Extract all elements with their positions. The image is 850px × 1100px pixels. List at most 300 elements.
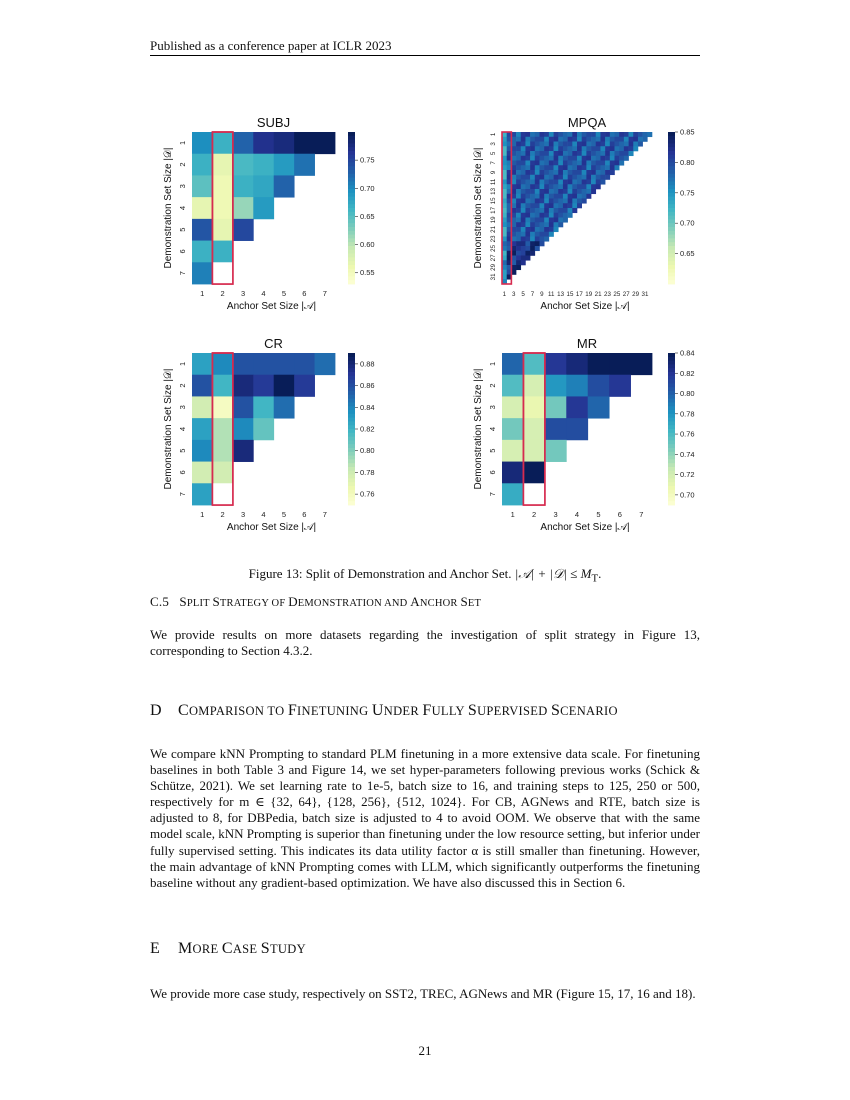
colorbar-segment: [668, 402, 675, 406]
heatmap-cell: [586, 189, 591, 194]
heatmap-cell: [549, 142, 554, 147]
heatmap-cell: [530, 165, 535, 170]
heatmap-cell: [566, 375, 588, 397]
heatmap-cell: [568, 180, 573, 185]
y-tick-label: 4: [178, 426, 187, 432]
colorbar-tick-label: 0.55: [360, 268, 375, 278]
x-tick-label: 1: [200, 510, 205, 519]
heatmap-cell: [502, 483, 524, 505]
heatmap-cell: [615, 151, 620, 156]
heatmap-cell: [572, 180, 577, 185]
heatmap-cell: [274, 353, 295, 375]
heatmap-cell: [586, 161, 591, 166]
colorbar-segment: [668, 486, 675, 490]
heatmap-cell: [605, 175, 610, 180]
colorbar-segment: [348, 231, 355, 235]
colorbar-segment: [668, 143, 675, 147]
y-tick-label: 11: [490, 178, 497, 186]
colorbar-segment: [668, 364, 675, 368]
colorbar-segment: [668, 147, 675, 151]
heatmap-cell: [253, 375, 274, 397]
colorbar-segment: [668, 231, 675, 235]
x-tick-label: 29: [632, 291, 640, 298]
heatmap-cell: [294, 154, 315, 176]
colorbar-tick-label: 0.86: [360, 381, 375, 391]
colorbar-segment: [348, 482, 355, 486]
heatmap-cell: [549, 151, 554, 156]
heatmap-cell: [535, 161, 540, 166]
heatmap-cell: [530, 161, 535, 166]
heatmap-cell: [563, 208, 568, 213]
heatmap-cell: [610, 132, 615, 137]
heatmap-cell: [586, 156, 591, 161]
panel-title: MPQA: [567, 115, 607, 130]
colorbar-segment: [668, 429, 675, 433]
heatmap-cell: [563, 175, 568, 180]
colorbar-segment: [348, 391, 355, 395]
colorbar-segment: [668, 475, 675, 479]
heatmap-cell: [540, 165, 545, 170]
y-axis-label: Demonstration Set Size |𝒟|: [163, 368, 174, 490]
section-heading-d: D COMPARISON TO FINETUNING UNDER FULLY SUPERVISED SCENARIO: [150, 702, 618, 719]
colorbar-segment: [348, 276, 355, 280]
heatmap-cell: [540, 151, 545, 156]
heatmap-cell: [253, 197, 274, 219]
heatmap-cell: [549, 146, 554, 151]
heatmap-cell: [549, 232, 554, 237]
heatmap-cell: [558, 132, 563, 137]
colorbar-segment: [668, 185, 675, 189]
heatmap-cell: [572, 189, 577, 194]
heatmap-cell: [535, 213, 540, 218]
heatmap-cell: [544, 151, 549, 156]
colorbar-segment: [668, 212, 675, 216]
heatmap-cell: [596, 146, 601, 151]
heatmap-cell: [596, 137, 601, 142]
colorbar-tick-label: 0.80: [680, 157, 695, 167]
colorbar-segment: [668, 246, 675, 250]
heatmap-cell: [530, 213, 535, 218]
heatmap-cell: [633, 132, 638, 137]
heatmap-cell: [525, 222, 530, 227]
heatmap-cell: [633, 142, 638, 147]
heatmap-cell: [525, 170, 530, 175]
colorbar-segment: [668, 448, 675, 452]
heatmap-cell: [530, 142, 535, 147]
y-tick-label: 29: [490, 263, 497, 271]
colorbar-segment: [668, 132, 675, 136]
heatmap-cell: [540, 156, 545, 161]
y-tick-label: 7: [178, 271, 187, 276]
colorbar-segment: [668, 181, 675, 185]
heatmap-cell: [525, 161, 530, 166]
heatmap-cell: [516, 218, 521, 223]
x-tick-label: 13: [557, 291, 565, 298]
y-tick-label: 15: [490, 197, 497, 205]
colorbar-segment: [348, 162, 355, 166]
heatmap-cell: [605, 151, 610, 156]
heatmap-cell: [502, 462, 524, 484]
colorbar-segment: [348, 219, 355, 223]
heatmap-cell: [591, 146, 596, 151]
heatmap-cell: [530, 156, 535, 161]
colorbar-segment: [668, 437, 675, 441]
colorbar-segment: [348, 223, 355, 227]
heatmap-cell: [521, 189, 526, 194]
heatmap-cell: [572, 146, 577, 151]
heatmap-cell: [577, 180, 582, 185]
heatmap-cell: [610, 137, 615, 142]
colorbar-segment: [668, 219, 675, 223]
colorbar-segment: [668, 361, 675, 365]
heatmap-cell: [549, 175, 554, 180]
heatmap-cell: [212, 440, 233, 462]
heatmap-cell: [577, 194, 582, 199]
colorbar-segment: [668, 410, 675, 414]
heatmap-cell: [540, 175, 545, 180]
colorbar-segment: [668, 166, 675, 170]
heatmap-cell: [596, 170, 601, 175]
heatmap-cell: [516, 208, 521, 213]
y-tick-label: 27: [490, 254, 497, 262]
x-tick-label: 5: [281, 510, 287, 519]
heatmap-cell: [544, 189, 549, 194]
colorbar-segment: [348, 261, 355, 265]
heatmap-cell: [619, 137, 624, 142]
colorbar-segment: [348, 273, 355, 277]
colorbar-segment: [348, 242, 355, 246]
heatmap-cell: [540, 184, 545, 189]
colorbar-segment: [348, 463, 355, 467]
colorbar-tick-label: 0.82: [680, 368, 695, 378]
heatmap-cell: [253, 353, 274, 375]
y-tick-label: 25: [490, 244, 497, 252]
heatmap-cell: [554, 180, 559, 185]
colorbar-segment: [348, 452, 355, 456]
heatmap-cell: [525, 189, 530, 194]
colorbar-segment: [668, 238, 675, 242]
colorbar-segment: [668, 273, 675, 277]
colorbar-segment: [348, 456, 355, 460]
y-axis-label: Demonstration Set Size |𝒟|: [473, 147, 484, 269]
x-tick-label: 17: [575, 291, 583, 298]
heatmap-cell: [549, 165, 554, 170]
heatmap-cell: [274, 396, 295, 418]
heatmap-cell: [631, 353, 653, 375]
heatmap-cell: [558, 151, 563, 156]
heatmap-cell: [523, 440, 545, 462]
heatmap-cell: [516, 170, 521, 175]
heatmap-cell: [563, 203, 568, 208]
heatmap-cell: [582, 156, 587, 161]
heatmap-cell: [582, 184, 587, 189]
heatmap-cell: [544, 132, 549, 137]
colorbar-segment: [668, 254, 675, 258]
heatmap-cell: [619, 142, 624, 147]
colorbar-segment: [348, 494, 355, 498]
heatmap-cell: [525, 227, 530, 232]
colorbar-segment: [668, 372, 675, 376]
heatmap-cell: [525, 241, 530, 246]
heatmap-cell: [572, 142, 577, 147]
colorbar-segment: [668, 391, 675, 395]
colorbar-tick-label: 0.70: [680, 218, 695, 228]
colorbar-segment: [668, 368, 675, 372]
heatmap-cell: [586, 132, 591, 137]
heatmap-cell: [624, 132, 629, 137]
heatmap-cell: [535, 156, 540, 161]
heatmap-cell: [530, 251, 535, 256]
y-tick-label: 6: [178, 249, 187, 254]
heatmap-cell: [615, 146, 620, 151]
x-tick-label: 4: [261, 289, 266, 298]
colorbar-segment: [348, 140, 355, 144]
y-tick-label: 17: [490, 206, 497, 214]
heatmap-cell: [554, 151, 559, 156]
y-tick-label: 7: [490, 161, 497, 165]
colorbar-segment: [348, 361, 355, 365]
heatmap-cell: [502, 375, 524, 397]
page-number: 21: [418, 1043, 432, 1058]
heatmap-cell: [544, 232, 549, 237]
heatmap-cell: [568, 203, 573, 208]
x-tick-label: 3: [553, 510, 558, 519]
colorbar-tick-label: 0.75: [680, 188, 695, 198]
heatmap-cell: [563, 142, 568, 147]
y-tick-label: 1: [490, 132, 497, 137]
colorbar-segment: [348, 280, 355, 284]
heatmap-cell: [540, 227, 545, 232]
colorbar-tick-label: 0.84: [680, 348, 695, 358]
colorbar-segment: [348, 132, 355, 136]
y-tick-label: 21: [490, 225, 497, 233]
y-tick-label: 3: [178, 184, 187, 189]
heatmap-cell: [582, 165, 587, 170]
heatmap-cell: [521, 251, 526, 256]
colorbar-segment: [668, 265, 675, 269]
colorbar-segment: [348, 471, 355, 475]
heatmap-cell: [624, 142, 629, 147]
heatmap-cell: [212, 219, 233, 241]
colorbar-segment: [668, 482, 675, 486]
y-tick-label: 3: [488, 405, 497, 410]
y-tick-label: 19: [490, 216, 497, 224]
x-tick-label: 19: [585, 291, 593, 298]
heatmap-cell: [530, 137, 535, 142]
y-tick-label: 31: [490, 273, 497, 281]
heatmap-cell: [535, 142, 540, 147]
x-tick-label: 4: [261, 510, 266, 519]
heatmap-cell: [530, 180, 535, 185]
heatmap-cell: [540, 137, 545, 142]
heatmap-cell: [615, 132, 620, 137]
heatmap-cell: [535, 199, 540, 204]
heatmap-cell: [502, 396, 524, 418]
heatmap-cell: [572, 194, 577, 199]
colorbar-segment: [668, 471, 675, 475]
heatmap-cell: [554, 213, 559, 218]
heatmap-cell: [558, 161, 563, 166]
heatmap-cell: [582, 180, 587, 185]
heatmap-cell: [525, 237, 530, 242]
colorbar-tick-label: 0.78: [360, 467, 375, 477]
colorbar-segment: [348, 185, 355, 189]
heatmap-cell: [549, 132, 554, 137]
colorbar-segment: [348, 235, 355, 239]
heatmap-cell: [233, 132, 254, 154]
heatmap-cell: [525, 165, 530, 170]
y-tick-label: 5: [178, 227, 187, 232]
heatmap-cell: [535, 227, 540, 232]
heatmap-cell: [525, 156, 530, 161]
heatmap-cell: [212, 396, 233, 418]
colorbar-segment: [668, 387, 675, 391]
heatmap-cell: [558, 203, 563, 208]
heatmap-cell: [563, 161, 568, 166]
heatmap-cell: [544, 142, 549, 147]
heatmap-cell: [212, 462, 233, 484]
heatmap-cell: [516, 137, 521, 142]
heatmap-cell: [554, 227, 559, 232]
x-tick-label: 7: [639, 510, 644, 519]
heatmap-cell: [315, 353, 336, 375]
heatmap-cell: [572, 184, 577, 189]
heatmap-cell: [535, 151, 540, 156]
colorbar-segment: [668, 490, 675, 494]
heatmap-cell: [540, 142, 545, 147]
x-tick-label: 2: [220, 289, 225, 298]
heatmap-cell: [643, 132, 648, 137]
colorbar-tick-label: 0.75: [360, 155, 375, 165]
heatmap-cell: [544, 161, 549, 166]
heatmap-cell: [516, 260, 521, 265]
heatmap-cell: [619, 151, 624, 156]
heatmap-cell: [516, 151, 521, 156]
colorbar-segment: [668, 208, 675, 212]
heatmap-cell: [572, 175, 577, 180]
heatmap-cell: [521, 137, 526, 142]
heatmap-cell: [521, 194, 526, 199]
heatmap-cell: [525, 251, 530, 256]
heatmap-cell: [563, 184, 568, 189]
heatmap-cell: [233, 353, 254, 375]
heatmap-cell: [600, 180, 605, 185]
heatmap-cell: [558, 184, 563, 189]
heatmap-cell: [545, 353, 567, 375]
heatmap-cell: [274, 375, 295, 397]
heatmap-cell: [521, 256, 526, 261]
section-heading-e: E MORE CASE STUDY: [150, 940, 306, 957]
heatmap-cell: [516, 180, 521, 185]
heatmap-cell: [582, 137, 587, 142]
heatmap-cell: [530, 132, 535, 137]
heatmap-cell: [610, 165, 615, 170]
heatmap-cell: [554, 165, 559, 170]
heatmap-cell: [596, 165, 601, 170]
heatmap-cell: [516, 165, 521, 170]
heatmap-cell: [549, 161, 554, 166]
colorbar-segment: [668, 501, 675, 505]
y-tick-label: 13: [490, 187, 497, 195]
heatmap-cell: [624, 151, 629, 156]
heatmap-cell: [600, 161, 605, 166]
heatmap-cell: [549, 189, 554, 194]
heatmap-cell: [563, 170, 568, 175]
heatmap-cell: [577, 170, 582, 175]
heatmap-cell: [554, 137, 559, 142]
heatmap-cell: [523, 418, 545, 440]
heatmap-cell: [558, 194, 563, 199]
heatmap-cell: [558, 165, 563, 170]
heatmap-cell: [192, 462, 213, 484]
colorbar-segment: [668, 261, 675, 265]
colorbar-segment: [348, 467, 355, 471]
heatmap-cell: [568, 156, 573, 161]
colorbar-segment: [668, 406, 675, 410]
y-tick-label: 6: [488, 470, 497, 475]
heatmap-cell: [521, 165, 526, 170]
colorbar-segment: [348, 265, 355, 269]
empty-cell: [523, 483, 544, 505]
heatmap-cell: [586, 175, 591, 180]
colorbar-segment: [668, 269, 675, 273]
colorbar-segment: [348, 418, 355, 422]
heatmap-cell: [554, 161, 559, 166]
heatmap-cell: [535, 175, 540, 180]
y-tick-label: 3: [490, 142, 497, 146]
colorbar-segment: [668, 280, 675, 284]
heatmap-cell: [521, 227, 526, 232]
heatmap-cell: [540, 161, 545, 166]
heatmap-cell: [558, 208, 563, 213]
heatmap-cell: [629, 142, 634, 147]
colorbar-segment: [348, 475, 355, 479]
colorbar-segment: [668, 204, 675, 208]
colorbar-segment: [348, 250, 355, 254]
heatmap-cell: [530, 189, 535, 194]
heatmap-cell: [577, 199, 582, 204]
colorbar-segment: [348, 437, 355, 441]
colorbar-tick-label: 0.82: [360, 424, 375, 434]
heatmap-cell: [549, 208, 554, 213]
heatmap-cell: [516, 222, 521, 227]
heatmap-cell: [610, 142, 615, 147]
heatmap-cell: [577, 203, 582, 208]
heatmap-cell: [535, 184, 540, 189]
heatmap-cell: [582, 161, 587, 166]
colorbar-segment: [348, 440, 355, 444]
colorbar-segment: [348, 193, 355, 197]
heatmap-cell: [540, 213, 545, 218]
heatmap-cell: [540, 222, 545, 227]
colorbar-segment: [668, 494, 675, 498]
heatmap-cell: [521, 184, 526, 189]
heatmap-cell: [605, 137, 610, 142]
heatmap-cell: [588, 396, 610, 418]
heatmap-cell: [212, 154, 233, 176]
colorbar-segment: [668, 463, 675, 467]
x-tick-label: 15: [566, 291, 574, 298]
colorbar-segment: [668, 418, 675, 422]
heatmap-cell: [609, 375, 631, 397]
heatmap-cell: [549, 194, 554, 199]
heatmap-cell: [540, 232, 545, 237]
heatmap-cell: [545, 418, 567, 440]
heatmap-cell: [212, 375, 233, 397]
heatmap-cell: [577, 142, 582, 147]
y-tick-label: 1: [178, 361, 187, 366]
heatmap-cell: [516, 256, 521, 261]
